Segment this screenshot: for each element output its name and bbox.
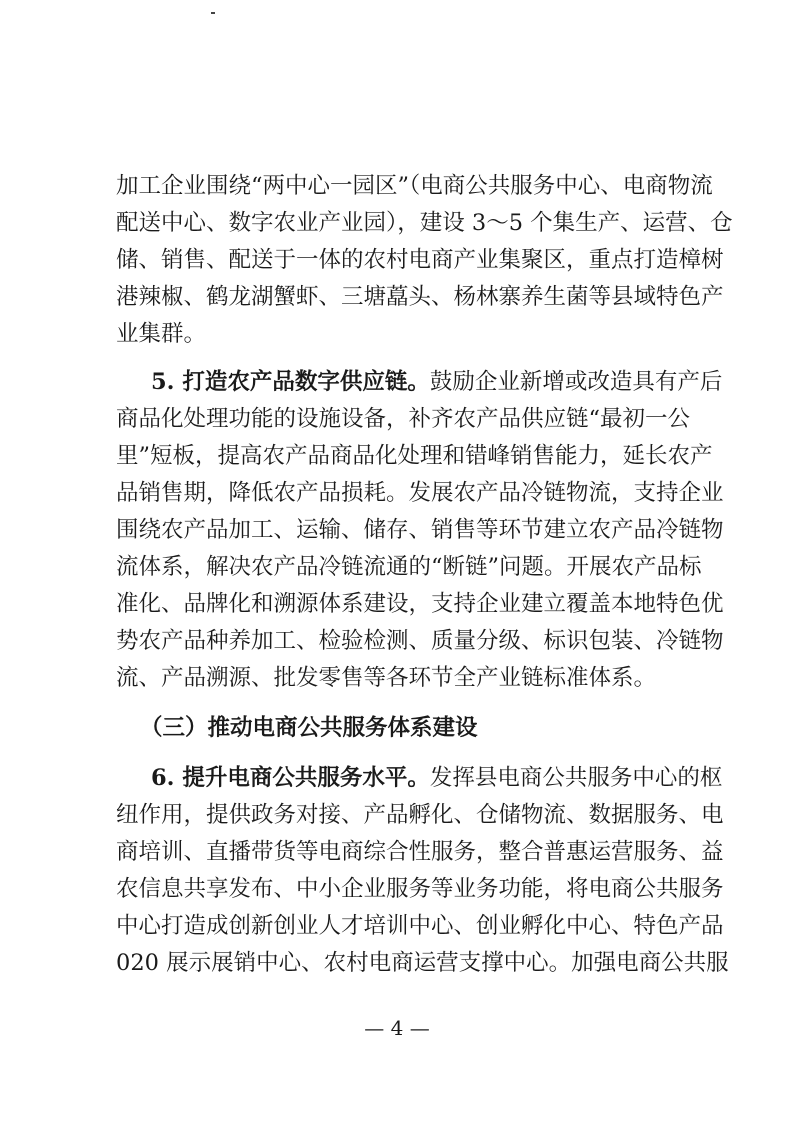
section-6-title: 6. 提升电商公共服务水平。 <box>151 765 430 791</box>
body-line: 流、产品溯源、批发零售等各环节全产业链标准体系。 <box>116 665 657 691</box>
page-number: — 4 — <box>364 1016 430 1040</box>
body-line: 里”短板，提高农产品商品化处理和错峰销售能力，延长农产 <box>116 443 713 469</box>
body-line: 港辣椒、鹤龙湖蟹虾、三塘藠头、杨林寨养生菌等县域特色产 <box>116 284 724 310</box>
section-5-first-line: 5. 打造农产品数字供应链。鼓励企业新增或改造具有产后 <box>151 369 723 395</box>
body-line: 加工企业围绕“两中心一园区”（电商公共服务中心、电商物流 <box>116 173 713 199</box>
section-5-title: 5. 打造农产品数字供应链。 <box>151 369 430 395</box>
body-line: 围绕农产品加工、运输、储存、销售等环节建立农产品冷链物 <box>116 517 724 543</box>
body-line: 流体系，解决农产品冷链流通的“断链”问题。开展农产品标 <box>116 554 702 580</box>
body-line: 储、销售、配送于一体的农村电商产业集聚区，重点打造樟树 <box>116 247 724 273</box>
body-line: 准化、品牌化和溯源体系建设，支持企业建立覆盖本地特色优 <box>116 591 724 617</box>
body-line: 中心打造成创新创业人才培训中心、创业孵化中心、特色产品 <box>116 913 724 939</box>
body-line: 配送中心、数字农业产业园），建设 3～5 个集生产、运营、仓 <box>116 210 733 236</box>
body-line: 品销售期，降低农产品损耗。发展农产品冷链物流，支持企业 <box>116 480 724 506</box>
section-heading: （三）推动电商公共服务体系建设 <box>140 715 478 741</box>
body-line: 农信息共享发布、中小企业服务等业务功能，将电商公共服务 <box>116 876 724 902</box>
section-6-first-line: 6. 提升电商公共服务水平。发挥县电商公共服务中心的枢 <box>151 765 723 791</box>
scan-mark <box>211 12 215 14</box>
body-line: 势农产品种养加工、检验检测、质量分级、标识包装、冷链物 <box>116 628 724 654</box>
body-line: 商品化处理功能的设施设备，补齐农产品供应链“最初一公 <box>116 406 691 432</box>
body-line: 020 展示展销中心、农村电商运营支撑中心。加强电商公共服 <box>116 950 729 976</box>
body-line: 纽作用，提供政务对接、产品孵化、仓储物流、数据服务、电 <box>116 802 724 828</box>
body-line: 业集群。 <box>116 321 207 347</box>
body-line: 商培训、直播带货等电商综合性服务，整合普惠运营服务、益 <box>116 839 724 865</box>
